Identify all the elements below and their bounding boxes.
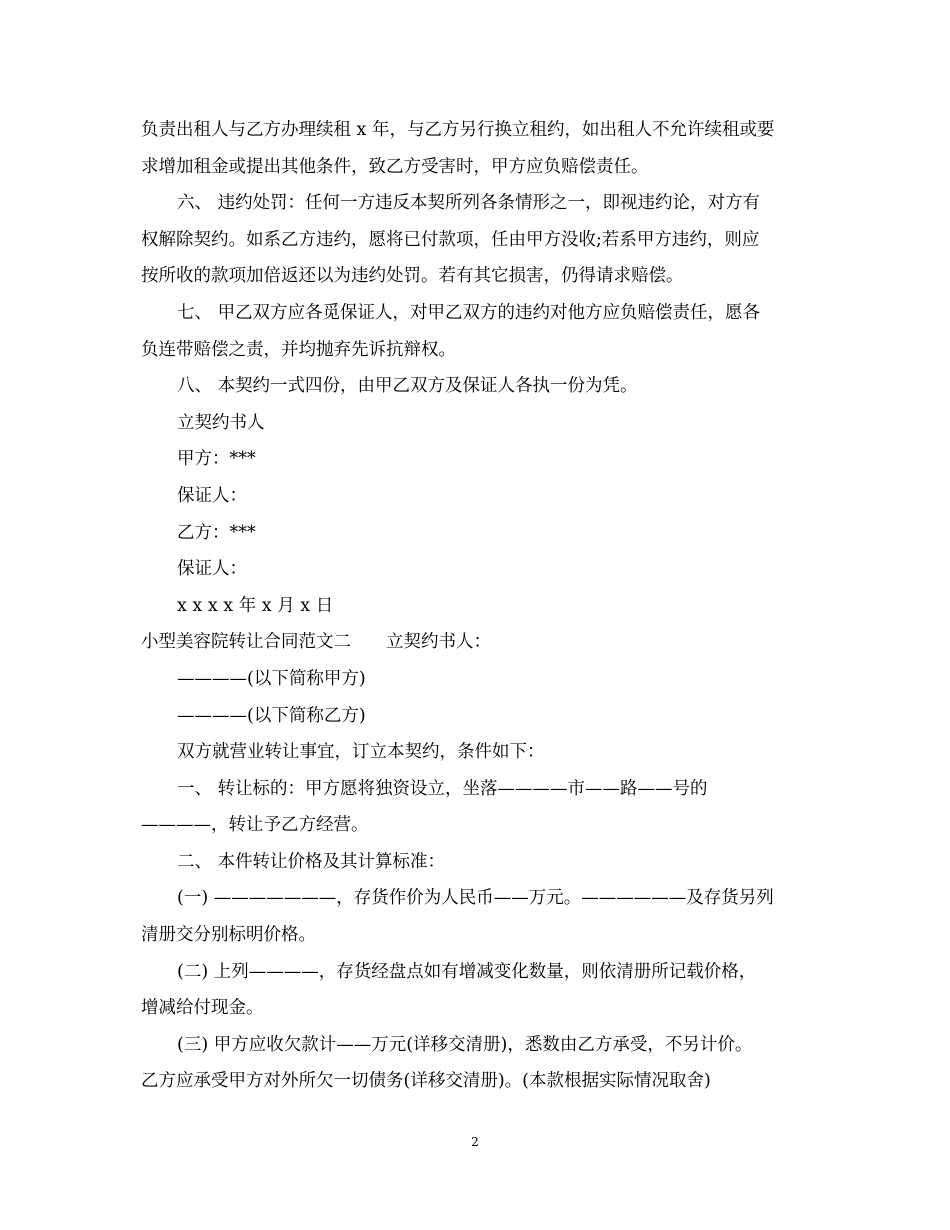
text-line: x x x x 年 x 月 x 日: [177, 595, 334, 616]
text-line: 二、 本件转让价格及其计算标准：: [177, 851, 446, 872]
text-line: ————，转让予乙方经营。: [141, 815, 369, 836]
text-line: 负连带赔偿之责，并均抛弃先诉抗辩权。: [141, 339, 456, 360]
text-line: 清册交分别标明价格。: [141, 925, 316, 946]
text-line: 小型美容院转让合同范文二 立契约书人：: [141, 632, 491, 653]
text-line: (三) 甲方应收欠款计——万元(详移交清册)，悉数由乙方承受，不另计价。: [177, 1034, 753, 1055]
text-line: (一) ———————，存货作价为人民币——万元。——————及存货另列: [177, 888, 774, 909]
text-line: ————(以下简称甲方): [177, 668, 366, 689]
text-line: 乙方：***: [177, 522, 256, 543]
text-line: 立契约书人: [177, 412, 265, 433]
text-line: ————(以下简称乙方): [177, 705, 366, 726]
text-line: 六、 违约处罚：任何一方违反本契所列各条情形之一，即视违约论，对方有: [177, 193, 761, 214]
text-line: (二) 上列————，存货经盘点如有增减变化数量，则依清册所记载价格，: [177, 961, 757, 982]
text-line: 双方就营业转让事宜，订立本契约，条件如下：: [177, 742, 545, 763]
text-line: 负责出租人与乙方办理续租 x 年，与乙方另行换立租约，如出租人不允许续租或要: [141, 120, 775, 140]
text-line: 八、 本契约一式四份，由甲乙双方及保证人各执一份为凭。: [177, 376, 638, 397]
text-line: 按所收的款项加倍返还以为违约处罚。若有其它损害，仍得请求赔偿。: [141, 266, 684, 287]
page-number: 2: [471, 1135, 479, 1149]
text-line: 保证人：: [177, 559, 247, 580]
text-line: 权解除契约。如系乙方违约，愿将已付款项，任由甲方没收;若系甲方违约，则应: [141, 229, 760, 250]
text-line: 七、 甲乙双方应各觅保证人，对甲乙双方的违约对他方应负赔偿责任，愿各: [177, 302, 761, 323]
text-line: 甲方：***: [177, 449, 256, 470]
text-line: 保证人：: [177, 485, 247, 506]
text-line: 一、 转让标的：甲方愿将独资设立，坐落————市——路——号的: [177, 778, 708, 799]
text-line: 乙方应承受甲方对外所欠一切债务(详移交清册)。(本款根据实际情况取舍): [141, 1071, 711, 1092]
text-line: 增减给付现金。: [141, 998, 264, 1019]
text-line: 求增加租金或提出其他条件，致乙方受害时，甲方应负赔偿责任。: [141, 156, 649, 177]
document-body: [141, 112, 813, 1100]
